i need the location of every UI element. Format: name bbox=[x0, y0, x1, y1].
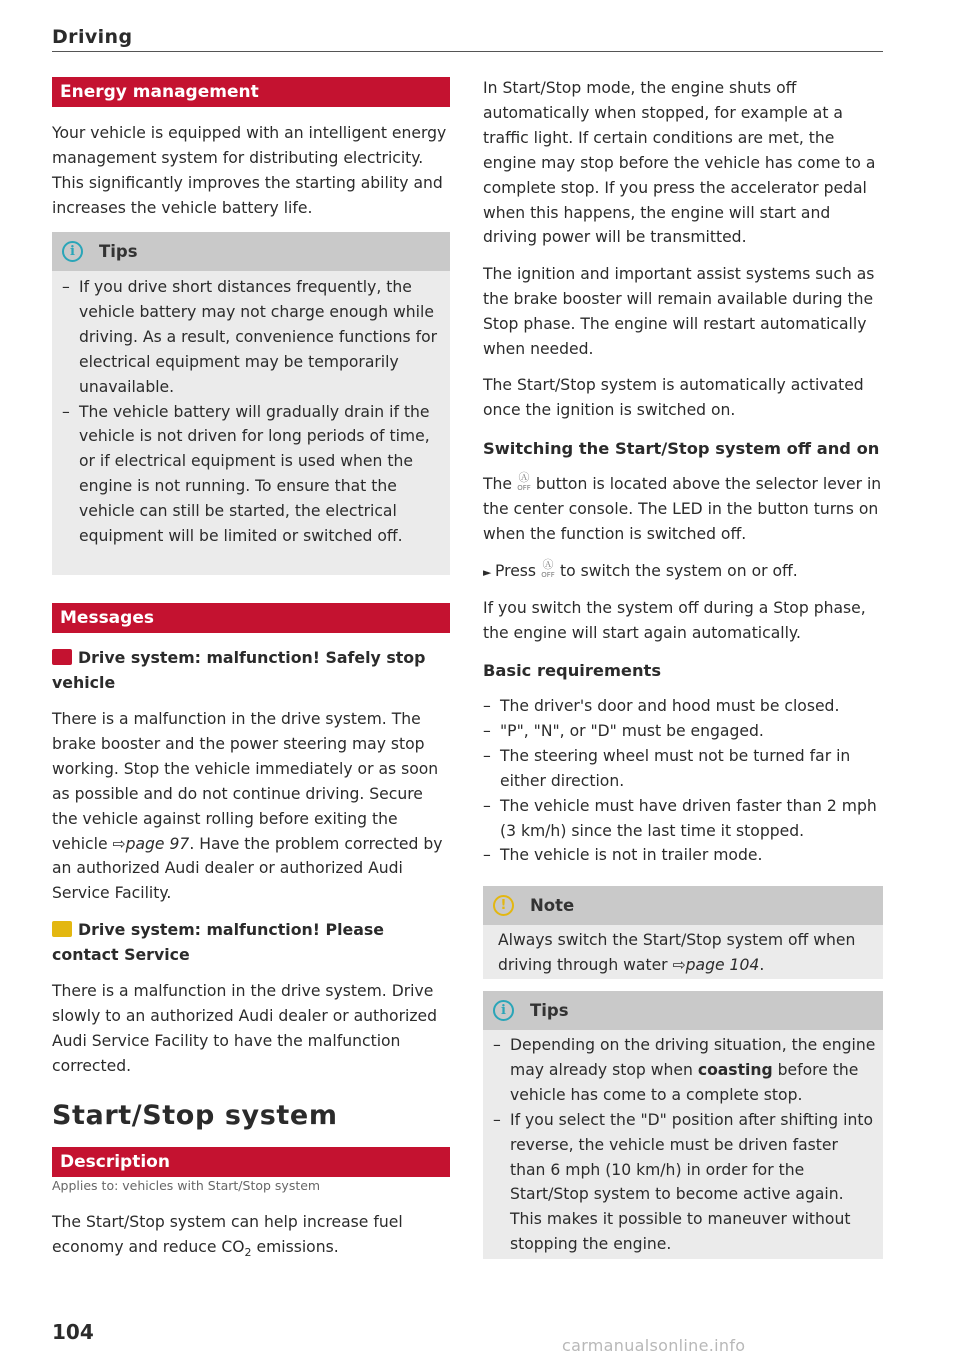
list-item: – The driver's door and hood must be closed. bbox=[483, 694, 883, 719]
text-part: Depending on the driving situation, the engine may already stop when bbox=[510, 1036, 876, 1079]
start-stop-button-icon bbox=[541, 560, 555, 580]
start-stop-paragraph: In Start/Stop mode, the engine shuts off automatically when stopped, for example at a traffic light. If certain conditions are met, the engine may stop before the vehicle has come to a complete stop. If you press the accelerator pedal when this happens, the engine will start and driving power will be transmitted. bbox=[483, 79, 876, 247]
message-heading-malfunction-stop bbox=[52, 646, 450, 696]
tips-list bbox=[493, 1033, 877, 1257]
note-text bbox=[498, 928, 876, 978]
drive-system-caution-icon bbox=[52, 921, 72, 937]
note-icon: ! bbox=[493, 895, 514, 916]
watermark: carmanualsonline.info bbox=[562, 1336, 746, 1355]
applies-to-note: Applies to: vehicles with Start/Stop system bbox=[52, 1178, 321, 1193]
description-text-part: The Start/Stop system can help increase fuel economy and reduce CO bbox=[52, 1213, 403, 1256]
tips-box bbox=[52, 232, 450, 575]
message-title: Drive system: malfunction! Please contact Service bbox=[52, 920, 384, 964]
page-ref-arrow-icon: ⇨ bbox=[672, 955, 686, 974]
description-text bbox=[52, 1210, 450, 1266]
list-item: – "P", "N", or "D" must be engaged. bbox=[483, 719, 883, 744]
energy-management-heading: Energy management bbox=[52, 77, 450, 107]
requirements-list bbox=[483, 694, 883, 868]
instruction-step bbox=[483, 559, 883, 586]
start-stop-paragraph: If you switch the system off during a Stop phase, the engine will start again automatically. bbox=[483, 599, 866, 642]
text-part: Press bbox=[495, 562, 541, 580]
message-text-part: There is a malfunction in the drive system. The brake booster and the power steering may stop working. Stop the vehicle immediately or as soon as possible and do not continue driving. Secure the vehicle against rolling before exiting the vehicle bbox=[52, 710, 439, 853]
list-item: – If you select the "D" position after shifting into reverse, the vehicle must be driven faster than 6 mph (10 km/h) in order for the Start/Stop system to become active again. This makes it possible to maneuver without stopping the engine. bbox=[493, 1108, 877, 1257]
section-title: Start/Stop system bbox=[52, 1100, 338, 1131]
note-header bbox=[483, 886, 883, 925]
tips-header bbox=[483, 991, 883, 1030]
list-item: – The vehicle must have driven faster than 2 mph (3 km/h) since the last time it stopped. bbox=[483, 794, 883, 844]
chapter-title: Driving bbox=[52, 26, 133, 48]
message-title: Drive system: malfunction! Safely stop vehicle bbox=[52, 648, 426, 692]
list-item bbox=[493, 1033, 877, 1108]
info-icon: i bbox=[493, 1000, 514, 1021]
list-item: – The vehicle is not in trailer mode. bbox=[483, 843, 883, 868]
text-part: . bbox=[759, 955, 765, 974]
note-title: Note bbox=[530, 896, 575, 915]
start-stop-paragraph: The ignition and important assist systems such as the brake booster will remain available during the Stop phase. The engine will restart automatically when needed. bbox=[483, 265, 875, 358]
text-part: to switch the system on or off. bbox=[555, 562, 798, 580]
list-item: – The steering wheel must not be turned far in either direction. bbox=[483, 744, 883, 794]
subscript: 2 bbox=[244, 1246, 252, 1260]
message-text bbox=[52, 707, 450, 906]
info-icon: i bbox=[62, 241, 83, 262]
icon-part: Ⓐ bbox=[518, 471, 530, 484]
page-reference-link[interactable]: page 97 bbox=[125, 834, 190, 853]
page-ref-arrow-icon: ⇨ bbox=[112, 834, 126, 853]
icon-part: OFF bbox=[517, 484, 531, 492]
bold-term: coasting bbox=[697, 1060, 773, 1079]
text-part: button is located above the selector lever in the center console. The LED in the button turns on when the function is switched off. bbox=[483, 475, 882, 543]
message-text: There is a malfunction in the drive system. Drive slowly to an authorized Audi dealer or authorized Audi Service Facility to have the malfunction corrected. bbox=[52, 982, 438, 1075]
tips-list bbox=[62, 275, 444, 549]
description-text-part: emissions. bbox=[251, 1237, 339, 1256]
button-location-text bbox=[483, 472, 883, 547]
tips-box bbox=[483, 991, 883, 1259]
text-part: before the vehicle has come to a complete stop. bbox=[510, 1060, 859, 1104]
text-part: Always switch the Start/Stop system off when driving through water bbox=[498, 931, 856, 974]
message-heading-contact-service bbox=[52, 918, 450, 968]
tips-header bbox=[52, 232, 450, 271]
icon-part: OFF bbox=[541, 571, 555, 579]
energy-management-text: Your vehicle is equipped with an intelligent energy management system for distributing electricity. This significantly improves the starting ability and increases the vehicle battery life. bbox=[52, 124, 447, 217]
switching-heading: Switching the Start/Stop system off and on bbox=[483, 439, 880, 458]
tips-title: Tips bbox=[99, 242, 138, 261]
list-item: – The vehicle battery will gradually drain if the vehicle is not driven for long periods of time, or if electrical equipment is used when the engine is not running. To ensure that the vehicle can still be started, the electrical equipment will be limited or switched off. bbox=[62, 400, 444, 549]
basic-requirements-heading: Basic requirements bbox=[483, 661, 662, 680]
list-item: – If you drive short distances frequently, the vehicle battery may not charge enough while driving. As a result, convenience functions for electrical equipment may be temporarily unavailable. bbox=[62, 275, 444, 400]
tips-title: Tips bbox=[530, 1001, 569, 1020]
messages-heading: Messages bbox=[52, 603, 450, 633]
page-number: 104 bbox=[52, 1320, 94, 1344]
header-rule bbox=[52, 51, 883, 52]
step-arrow-icon: ► bbox=[483, 566, 492, 579]
start-stop-button-icon bbox=[517, 473, 531, 493]
description-heading: Description bbox=[52, 1147, 450, 1177]
drive-system-warning-icon bbox=[52, 649, 72, 665]
message-text-part: . Have the problem corrected by an authorized Audi dealer or authorized Audi Service Facility. bbox=[52, 834, 443, 903]
page-reference-link[interactable]: page 104 bbox=[685, 955, 760, 974]
start-stop-paragraph: The Start/Stop system is automatically activated once the ignition is switched on. bbox=[483, 376, 864, 419]
icon-part: Ⓐ bbox=[542, 558, 554, 571]
note-box bbox=[483, 886, 883, 979]
text-part: The bbox=[483, 475, 517, 493]
